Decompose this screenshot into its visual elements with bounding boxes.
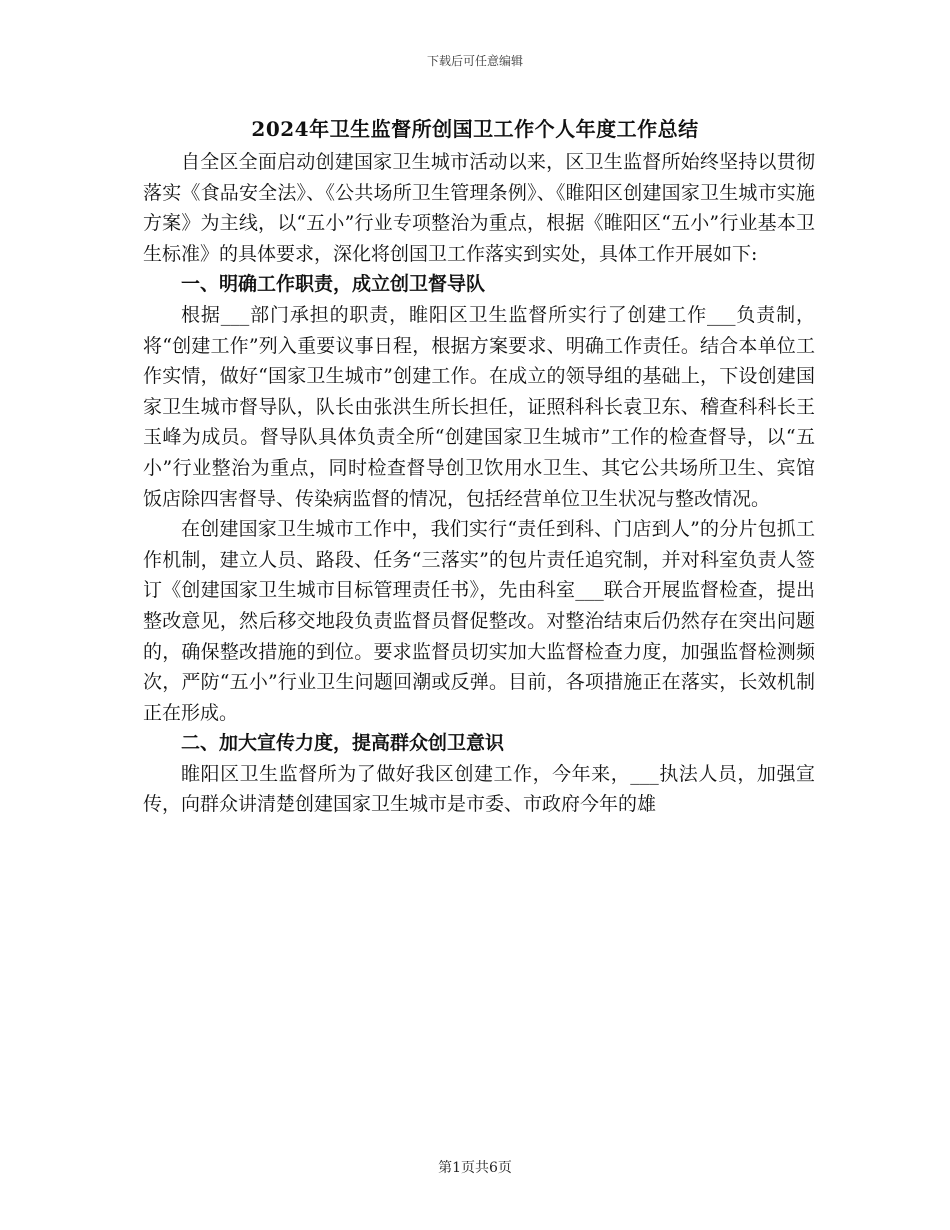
document-title: 2024年卫生监督所创国卫工作个人年度工作总结 (251, 117, 699, 141)
paragraph-publicity: 睢阳区卫生监督所为了做好我区创建工作，今年来，___执法人员，加强宣传，向群众讲清楚创建国家卫生城市是市委、市政府今年的雄 (143, 762, 815, 816)
header-note: 下载后可任意编辑 (426, 54, 523, 68)
section-heading-1: 一、明确工作职责，成立创卫督导队 (181, 273, 486, 296)
paragraph-mechanism: 在创建国家卫生城市工作中，我们实行“责任到科、门店到人”的分片包抓工作机制，建立人员、路段、任务“三落实”的包片责任追究制，并对科室负责人签订《创建国家卫生城市目标管理责任书》，先由科室___联合开展监督检查，提出整改意见，然后移交地段负责监督员督促整改。对整治结束后仍然存在突出问题的，确保整改措施的到位。要求监督员切实加大监督检查力度，加强监督检测频次，严防“五小”行业卫生问题回潮或反弹。目前，各项措施正在落实，长效机制正在形成。 (143, 518, 815, 724)
document-body (143, 147, 815, 820)
paragraph-responsibilities: 根据___部门承担的职责，睢阳区卫生监督所实行了创建工作___负责制，将“创建工作”列入重要议事日程，根据方案要求、明确工作责任。结合本单位工作实情，做好“国家卫生城市”创建工作。在成立的领导组的基础上，下设创建国家卫生城市督导队，队长由张洪生所长担任，证照科科长袁卫东、稽查科科长王玉峰为成员。督导队具体负责全所“创建国家卫生城市”工作的检查督导，以“五小”行业整治为重点，同时检查督导创卫饮用水卫生、其它公共场所卫生、宾馆饭店除四害督导、传染病监督的情况，包括经营单位卫生状况与整改情况。 (143, 303, 815, 510)
section-heading-2: 二、加大宣传力度，提高群众创卫意识 (181, 732, 505, 755)
paragraph-intro: 自全区全面启动创建国家卫生城市活动以来，区卫生监督所始终坚持以贯彻落实《食品安全法》、《公共场所卫生管理条例》、《睢阳区创建国家卫生城市实施方案》为主线，以“五小”行业专项整治为重点，根据《睢阳区“五小”行业基本卫生标准》的具体要求，深化将创国卫工作落实到实处，具体工作开展如下: (143, 151, 815, 265)
page-footer: 第1页共6页 (438, 1160, 512, 1176)
